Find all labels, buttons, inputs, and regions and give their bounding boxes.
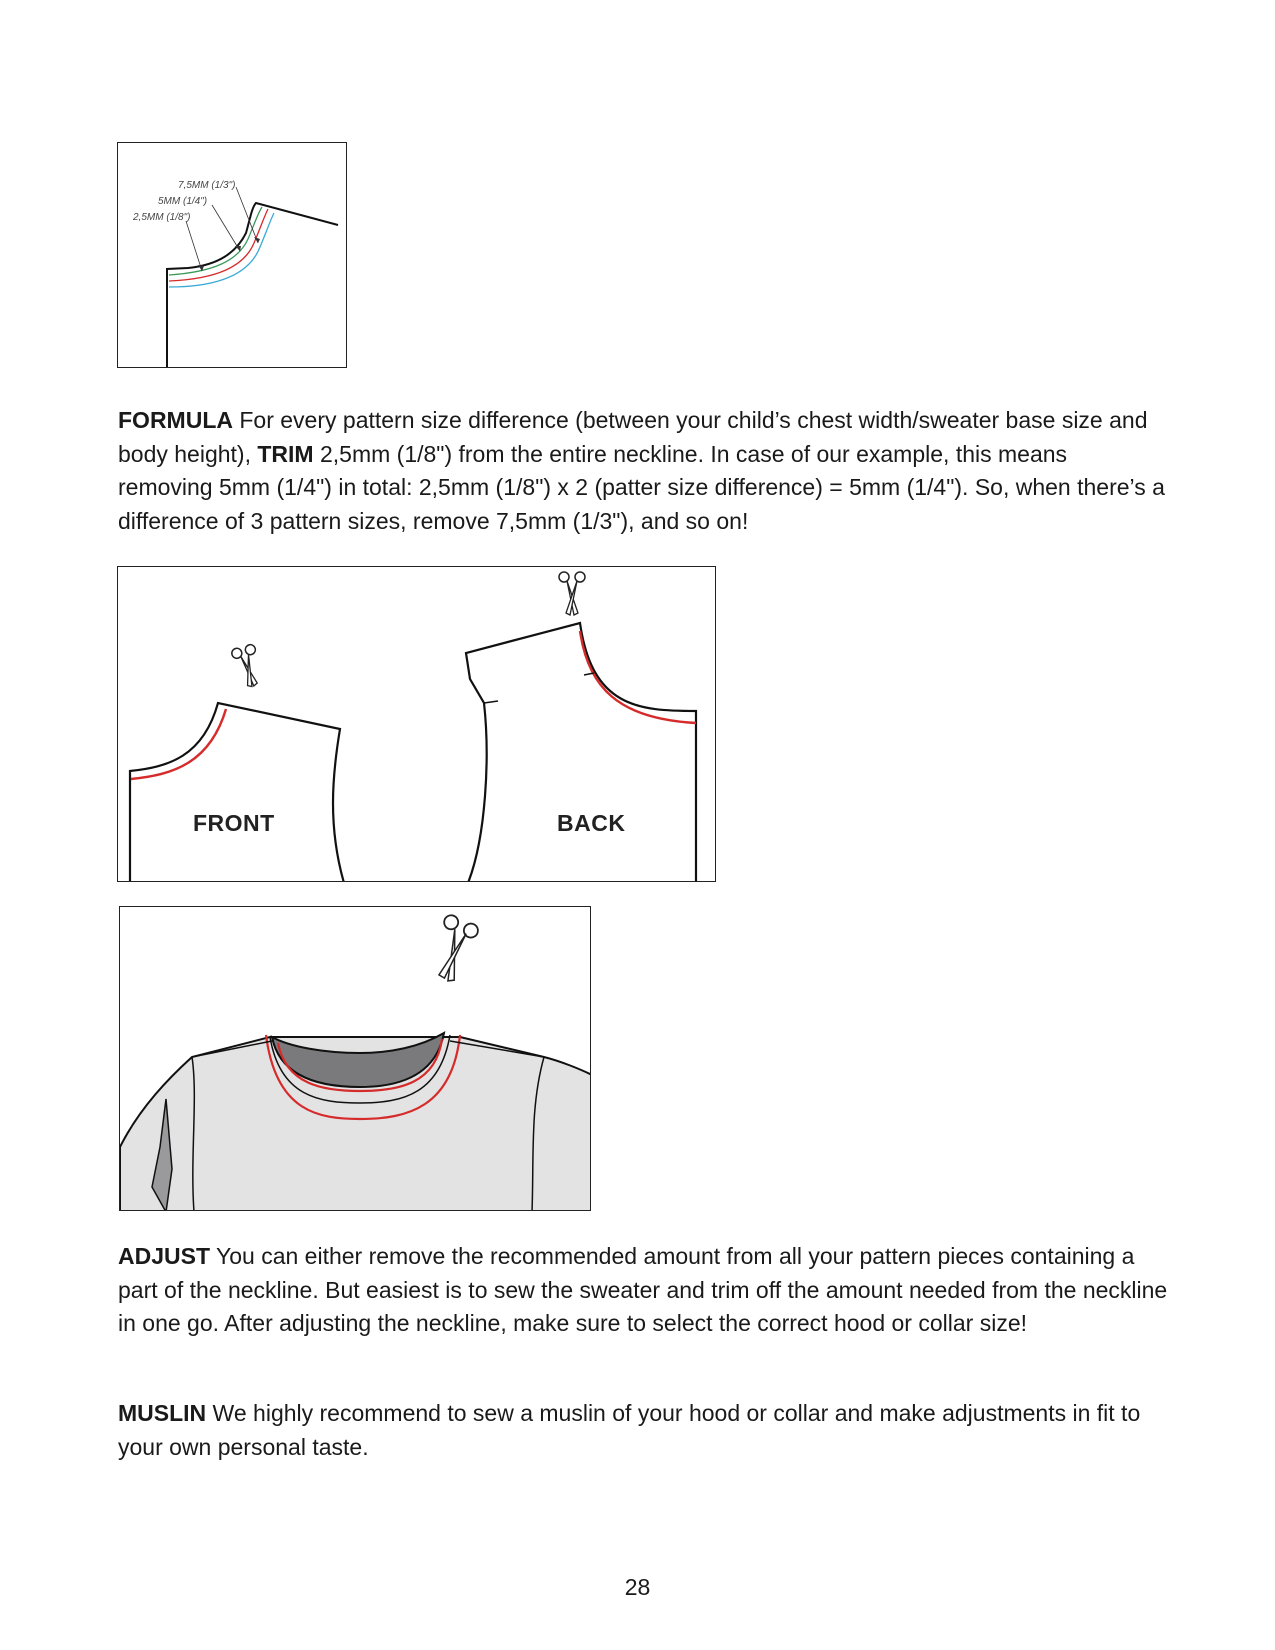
scissors-icon — [231, 644, 265, 690]
label-5mm: 5MM (1/4") — [158, 196, 208, 207]
front-pattern-piece — [130, 703, 344, 882]
formula-text-a: For every pattern size difference (between your child’s chest width/sweater base size and body height), — [118, 407, 1148, 467]
muslin-paragraph — [118, 1397, 1168, 1464]
adjust-text: You can either remove the recommended amount from all your pattern pieces containing a part of the neckline. But easiest is to sew the sweater and trim off the amount needed from the neckline in one go. After adjusting the neckline, make sure to select the correct hood or collar size! — [118, 1243, 1168, 1336]
muslin-text: We highly recommend to sew a muslin of your hood or collar and make adjustments in fit to your own personal taste. — [118, 1400, 1141, 1460]
formula-keyword: FORMULA — [118, 407, 233, 433]
label-2-5mm: 2,5MM (1/8") — [133, 212, 191, 223]
scissors-icon — [559, 572, 585, 615]
muslin-keyword: MUSLIN — [118, 1400, 207, 1426]
scissors-icon — [432, 914, 480, 985]
neckline-trim-diagram — [117, 142, 347, 368]
adjust-paragraph — [118, 1240, 1168, 1341]
back-label: BACK — [557, 810, 626, 836]
front-back-pattern-diagram — [117, 566, 716, 882]
formula-paragraph — [118, 404, 1168, 538]
back-pattern-piece — [466, 623, 696, 882]
formula-text-b: 2,5mm (1/8") from the entire neckline. In case of our example, this means removing 5mm (1/4") in total: 2,5mm (1/8") x 2 (patter size difference) = 5mm (1/4"). So, when there’s a difference of 3 pattern sizes, remove 7,5mm (1/3"), and so on! — [118, 440, 1165, 534]
sweater-neckline-diagram — [119, 906, 591, 1211]
adjust-keyword: ADJUST — [118, 1243, 211, 1269]
sweater-svg — [120, 907, 591, 1211]
front-label: FRONT — [193, 810, 275, 836]
page-number: 28 — [624, 1574, 651, 1600]
trim-line-blue — [169, 213, 274, 287]
trim-keyword: TRIM — [257, 440, 314, 467]
neckline-diagram-svg — [118, 143, 347, 368]
label-7-5mm: 7,5MM (1/3") — [178, 180, 236, 191]
